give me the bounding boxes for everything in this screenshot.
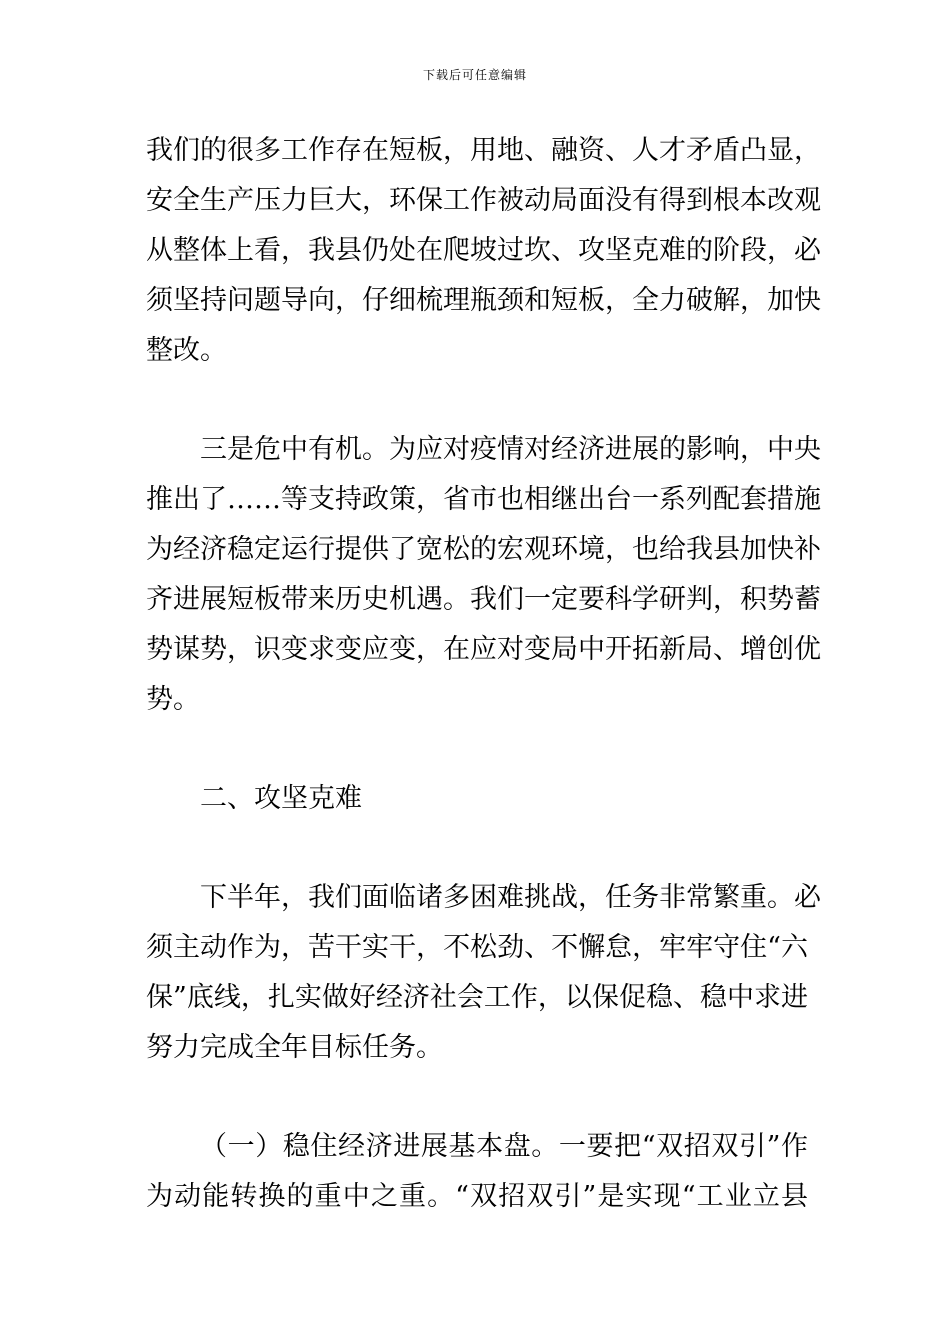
paragraph-line: 为经济稳定运行提供了宽松的宏观环境，也给我县加快补 — [146, 534, 821, 565]
paragraph-line: 齐进展短板带来历史机遇。我们一定要科学研判，积势蓄 — [146, 584, 821, 615]
paragraph-2 — [146, 425, 821, 725]
paragraph-line: 势。 — [146, 684, 200, 715]
paragraph-line: 保”底线，扎实做好经济社会工作，以保促稳、稳中求进 — [146, 982, 808, 1013]
paragraph-3 — [146, 873, 821, 1073]
paragraph-line: 从整体上看，我县仍处在爬坡过坎、攻坚克难的阶段，必 — [146, 235, 821, 266]
paragraph-line: 势谋势，识变求变应变，在应对变局中开拓新局、增创优 — [146, 634, 821, 665]
paragraph-line: 我们的很多工作存在短板，用地、融资、人才矛盾凸显， — [146, 135, 821, 166]
paragraph-line: 整改。 — [146, 335, 227, 366]
section-heading: 二、攻坚克难 — [200, 783, 362, 814]
paragraph-gap — [146, 376, 808, 425]
paragraph-gap — [146, 725, 808, 774]
paragraph-line: 三是危中有机。为应对疫情对经济进展的影响，中央 — [200, 434, 821, 465]
paragraph-gap — [146, 1073, 808, 1122]
paragraph-line: 推出了……等支持政策，省市也相继出台一系列配套措施 — [146, 484, 821, 515]
paragraph-line: 努力完成全年目标任务。 — [146, 1032, 443, 1063]
paragraph-line: 须坚持问题导向，仔细梳理瓶颈和短板，全力破解，加快 — [146, 285, 821, 316]
paragraph-gap — [146, 824, 808, 873]
paragraph-4 — [146, 1122, 808, 1222]
paragraph-line: 须主动作为，苦干实干，不松劲、不懈怠，牢牢守住“六 — [146, 932, 808, 963]
paragraph-line: 安全生产压力巨大，环保工作被动局面没有得到根本改观 — [146, 185, 821, 216]
paragraph-line: （一）稳住经济进展基本盘。一要把“双招双引”作 — [200, 1131, 808, 1162]
paragraph-line: 下半年，我们面临诸多困难挑战，任务非常繁重。必 — [200, 882, 821, 913]
document-body — [146, 126, 821, 1222]
paragraph-1 — [146, 126, 821, 376]
paragraph-line: 为动能转换的重中之重。“双招双引”是实现“工业立县 — [146, 1181, 808, 1212]
page-header-note: 下载后可任意编辑 — [422, 68, 527, 82]
